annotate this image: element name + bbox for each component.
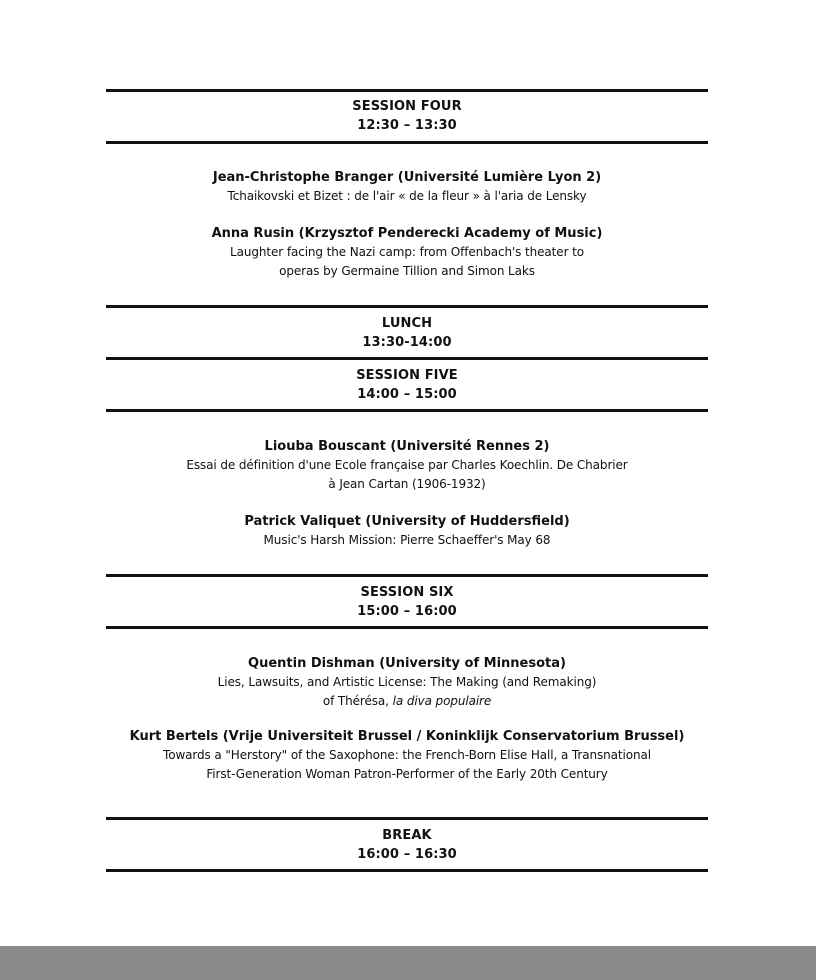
- session-four-name: SESSION FOUR: [352, 99, 462, 114]
- talk-title-line: [106, 692, 708, 711]
- speaker-name: Quentin Dishman (University of Minnesota): [248, 656, 566, 671]
- session-five-time: 14:00 – 15:00: [357, 387, 457, 402]
- talk-bertels: [106, 728, 708, 784]
- divider-rule: [106, 89, 708, 92]
- talk-title-line: First-Generation Woman Patron-Performer of the Early 20th Century: [206, 767, 608, 781]
- speaker-name: Anna Rusin (Krzysztof Penderecki Academy of Music): [211, 226, 603, 241]
- lunch-header: [106, 314, 708, 352]
- talk-title-line: Laughter facing the Nazi camp: from Offenbach's theater to: [230, 245, 584, 259]
- session-four-header: [106, 97, 708, 135]
- talk-title-italic: la diva populaire: [392, 694, 492, 708]
- talk-title-prefix: of Thérésa,: [322, 694, 393, 708]
- talk-title-line: Lies, Lawsuits, and Artistic License: The Making (and Remaking): [217, 675, 597, 689]
- break-time: 16:00 – 16:30: [357, 847, 457, 862]
- talk-valiquet: [106, 513, 708, 550]
- speaker-name: Patrick Valiquet (University of Huddersfield): [244, 514, 570, 529]
- viewer-footer-bar: [0, 946, 816, 980]
- break-header: [106, 826, 708, 864]
- divider-rule: [106, 141, 708, 144]
- speaker-name: Kurt Bertels (Vrije Universiteit Brussel / Koninklijk Conservatorium Brussel): [129, 729, 685, 744]
- divider-rule: [106, 357, 708, 360]
- talk-title-line: operas by Germaine Tillion and Simon Laks: [279, 264, 535, 278]
- speaker-name: Liouba Bouscant (Université Rennes 2): [264, 439, 550, 454]
- divider-rule: [106, 626, 708, 629]
- talk-title-line: Towards a "Herstory" of the Saxophone: the French-Born Elise Hall, a Transnational: [163, 748, 651, 762]
- speaker-name: Jean-Christophe Branger (Université Lumière Lyon 2): [212, 170, 602, 185]
- talk-rusin: [106, 225, 708, 281]
- break-name: BREAK: [382, 828, 432, 843]
- talk-dishman: [106, 655, 708, 711]
- divider-rule: [106, 869, 708, 872]
- session-six-header: [106, 583, 708, 621]
- lunch-name: LUNCH: [381, 316, 433, 331]
- session-five-name: SESSION FIVE: [356, 368, 458, 383]
- talk-title-line: Essai de définition d'une Ecole française par Charles Koechlin. De Chabrier: [186, 458, 628, 472]
- divider-rule: [106, 409, 708, 412]
- session-six-time: 15:00 – 16:00: [357, 604, 457, 619]
- divider-rule: [106, 574, 708, 577]
- divider-rule: [106, 817, 708, 820]
- divider-rule: [106, 305, 708, 308]
- talk-title-line: à Jean Cartan (1906-1932): [328, 477, 486, 491]
- session-five-header: [106, 366, 708, 404]
- session-four-time: 12:30 – 13:30: [357, 118, 457, 133]
- session-six-name: SESSION SIX: [360, 585, 454, 600]
- talk-bouscant: [106, 438, 708, 494]
- talk-title: Tchaikovski et Bizet : de l'air « de la fleur » à l'aria de Lensky: [227, 189, 587, 203]
- lunch-time: 13:30-14:00: [362, 335, 452, 350]
- talk-title: Music's Harsh Mission: Pierre Schaeffer's May 68: [263, 533, 551, 547]
- talk-branger: [106, 169, 708, 206]
